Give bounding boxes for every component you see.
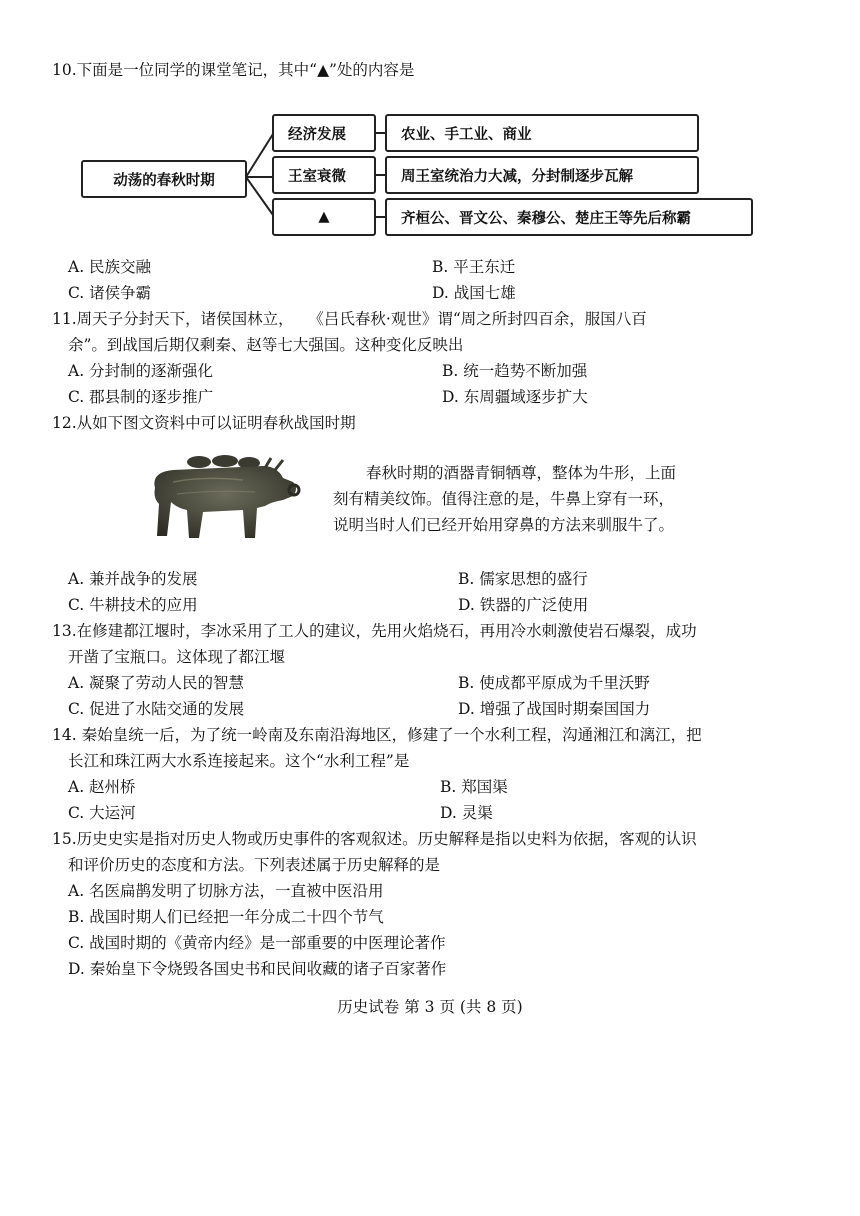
q11-option-a[interactable]: A. 分封制的逐渐强化 [68, 362, 214, 380]
diagram-label-box-1 [272, 114, 376, 152]
diagram-label-box-2 [272, 156, 376, 194]
diagram-label-2: 王室衰微 [288, 168, 346, 185]
q13-option-a[interactable]: A. 凝聚了劳动人民的智慧 [68, 674, 245, 692]
q15-option-b[interactable]: B. 战国时期人们已经把一年分成二十四个节气 [68, 908, 384, 926]
q13-option-d[interactable]: D. 增强了战国时期秦国国力 [458, 700, 651, 718]
q15-stem-line1: 15.历史史实是指对历史人物或历史事件的客观叙述。历史解释是指以史料为依据，客观的认识 [52, 830, 697, 848]
q10-option-a[interactable]: A. 民族交融 [68, 258, 152, 276]
q15-option-c[interactable]: C. 战国时期的《黄帝内经》是一部重要的中医理论著作 [68, 934, 446, 952]
q10-option-d[interactable]: D. 战国七雄 [432, 284, 516, 302]
q13-option-c[interactable]: C. 促进了水陆交通的发展 [68, 700, 245, 718]
q14-option-b[interactable]: B. 郑国渠 [440, 778, 508, 796]
diagram-root-label: 动荡的春秋时期 [113, 172, 215, 189]
q15-option-d[interactable]: D. 秦始皇下令烧毁各国史书和民间收藏的诸子百家著作 [68, 960, 447, 978]
q11-option-d[interactable]: D. 东周疆域逐步扩大 [442, 388, 588, 406]
q11-stem-line1: 11.周天子分封天下，诸侯国林立， 《吕氏春秋·观世》谓“周之所封四百余，服国八百 [52, 310, 647, 328]
diagram-label-box-3 [272, 198, 376, 236]
diagram-bracket [245, 112, 275, 224]
q15-option-a[interactable]: A. 名医扁鹊发明了切脉方法，一直被中医沿用 [68, 882, 384, 900]
q10-option-b[interactable]: B. 平王东迁 [432, 258, 516, 276]
q12-desc-line1: 春秋时期的酒器青铜牺尊，整体为牛形，上面 [366, 464, 677, 482]
diagram-root-box [81, 160, 247, 198]
q14-option-c[interactable]: C. 大运河 [68, 804, 136, 822]
bronze-ox-zun-image [143, 452, 305, 544]
q12-option-b[interactable]: B. 儒家思想的盛行 [458, 570, 588, 588]
q14-option-d[interactable]: D. 灵渠 [440, 804, 493, 822]
q11-option-c[interactable]: C. 郡县制的逐步推广 [68, 388, 214, 406]
q11-option-b[interactable]: B. 统一趋势不断加强 [442, 362, 588, 380]
q12-description [333, 460, 676, 538]
q12-option-c[interactable]: C. 牛耕技术的应用 [68, 596, 198, 614]
q12-desc-line2: 刻有精美纹饰。值得注意的是，牛鼻上穿有一环， [333, 490, 675, 508]
q11-stem-line2: 余”。到战国后期仅剩秦、赵等七大强国。这种变化反映出 [68, 336, 464, 354]
q13-option-b[interactable]: B. 使成都平原成为千里沃野 [458, 674, 650, 692]
diagram-content-2: 周王室统治力大减，分封制逐步瓦解 [401, 168, 633, 185]
diagram-content-box-2 [385, 156, 699, 194]
q12-option-a[interactable]: A. 兼并战争的发展 [68, 570, 198, 588]
diagram-label-1: 经济发展 [288, 126, 346, 143]
diagram-content-3: 齐桓公、晋文公、秦穆公、楚庄王等先后称霸 [401, 210, 691, 227]
diagram-label-3: ▲ [318, 209, 330, 225]
q15-stem-line2: 和评价历史的态度和方法。下列表述属于历史解释的是 [68, 856, 441, 874]
q14-stem-line1: 14. 秦始皇统一后，为了统一岭南及东南沿海地区，修建了一个水利工程，沟通湘江和漓江，把 [52, 726, 702, 744]
q14-stem-line2: 长江和珠江两大水系连接起来。这个“水利工程”是 [68, 752, 410, 770]
q12-option-d[interactable]: D. 铁器的广泛使用 [458, 596, 589, 614]
q12-desc-line3: 说明当时人们已经开始用穿鼻的方法来驯服牛了。 [333, 516, 675, 534]
q10-stem: 10.下面是一位同学的课堂笔记，其中“▲”处的内容是 [52, 61, 415, 79]
diagram-content-1: 农业、手工业、商业 [401, 126, 532, 143]
q14-option-a[interactable]: A. 赵州桥 [68, 778, 136, 796]
diagram-content-box-1 [385, 114, 699, 152]
q12-stem: 12.从如下图文资料中可以证明春秋战国时期 [52, 414, 356, 432]
page-footer: 历史试卷 第 3 页 (共 8 页) [337, 998, 523, 1016]
q10-option-c[interactable]: C. 诸侯争霸 [68, 284, 152, 302]
q13-stem-line1: 13.在修建都江堰时，李冰采用了工人的建议，先用火焰烧石，再用冷水刺激使岩石爆裂，成功 [52, 622, 697, 640]
diagram-content-box-3 [385, 198, 753, 236]
q13-stem-line2: 开凿了宝瓶口。这体现了都江堰 [68, 648, 286, 666]
